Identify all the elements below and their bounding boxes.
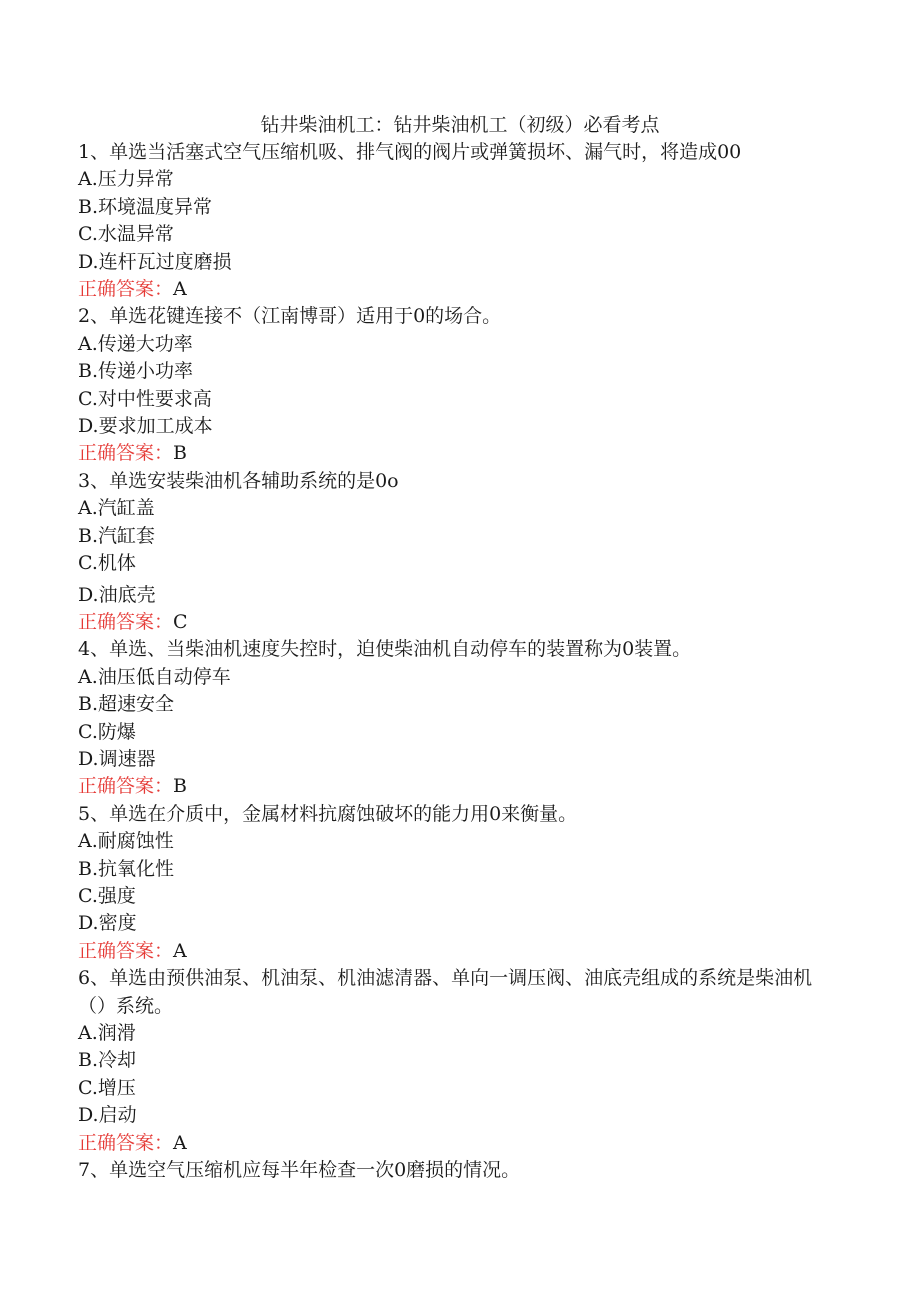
answer-value: C — [173, 610, 188, 633]
option-b: B.汽缸套 — [78, 524, 156, 547]
option-c: C.防爆 — [78, 720, 136, 743]
answer-label: 正确答案： — [78, 442, 174, 465]
option-a: A.油压低自动停车 — [78, 665, 231, 688]
option-d: D.连杆瓦过度磨损 — [78, 250, 232, 273]
option-b: B.冷却 — [78, 1049, 137, 1072]
option-a: A.压力异常 — [78, 168, 174, 191]
question-item — [78, 636, 838, 800]
document-title: 钻井柴油机工：钻井柴油机工（初级）必看考点 — [260, 114, 660, 136]
question-text: 6、单选由预供油泵、机油泵、机油滤清器、单向一调压阀、油底壳组成的系统是柴油机（）系统。 — [78, 967, 813, 1017]
option-d: D.要求加工成本 — [78, 415, 213, 438]
question-item — [78, 139, 838, 303]
option-a: A.汽缸盖 — [78, 497, 155, 520]
option-c: C.增压 — [78, 1076, 136, 1099]
question-item — [78, 468, 838, 636]
option-b: B.传递小功率 — [78, 360, 194, 383]
answer-label: 正确答案： — [78, 278, 174, 301]
option-b: B.环境温度异常 — [78, 195, 213, 218]
correct-answer — [78, 938, 838, 965]
correct-answer — [78, 440, 838, 467]
answer-label: 正确答案： — [78, 939, 174, 962]
answer-value: A — [173, 1131, 187, 1154]
question-text: 5、单选在介质中，金属材料抗腐蚀破坏的能力用0来衡量。 — [78, 802, 578, 825]
question-text: 7、单选空气压缩机应每半年检查一次0磨损的情况。 — [78, 1159, 521, 1182]
option-a: A.传递大功率 — [78, 332, 193, 355]
question-item — [78, 801, 838, 965]
question-text: 4、单选、当柴油机速度失控时，迫使柴油机自动停车的装置称为0装置。 — [78, 638, 692, 661]
answer-value: A — [173, 939, 187, 962]
option-c: C.对中性要求高 — [78, 387, 212, 410]
option-d: D.油底壳 — [78, 583, 156, 606]
option-b: B.超速安全 — [78, 693, 175, 716]
option-c: C.机体 — [78, 552, 136, 575]
question-text: 1、单选当活塞式空气压缩机吸、排气阀的阀片或弹簧损坏、漏气时，将造成00 — [78, 141, 742, 163]
question-item — [78, 303, 838, 467]
correct-answer — [78, 276, 838, 303]
option-d: D.密度 — [78, 912, 137, 935]
option-b: B.抗氧化性 — [78, 857, 175, 880]
question-text: 2、单选花键连接不（江南博哥）适用于0的场合。 — [78, 305, 502, 328]
question-list — [78, 139, 838, 1184]
option-d: D.启动 — [78, 1104, 137, 1127]
option-c: C.强度 — [78, 884, 136, 907]
question-item — [78, 1157, 838, 1184]
answer-label: 正确答案： — [78, 1131, 174, 1154]
correct-answer — [78, 773, 838, 800]
option-c: C.水温异常 — [78, 223, 174, 246]
answer-value: A — [173, 278, 187, 301]
answer-label: 正确答案： — [78, 610, 174, 633]
option-a: A.耐腐蚀性 — [78, 830, 174, 853]
answer-value: B — [173, 442, 187, 465]
correct-answer — [78, 1130, 838, 1157]
answer-label: 正确答案： — [78, 775, 174, 798]
correct-answer — [78, 609, 838, 636]
answer-value: B — [173, 775, 187, 798]
option-d: D.调速器 — [78, 747, 156, 770]
option-a: A.润滑 — [78, 1022, 136, 1044]
question-item — [78, 965, 838, 1157]
question-text: 3、单选安装柴油机各辅助系统的是0o — [78, 469, 399, 492]
